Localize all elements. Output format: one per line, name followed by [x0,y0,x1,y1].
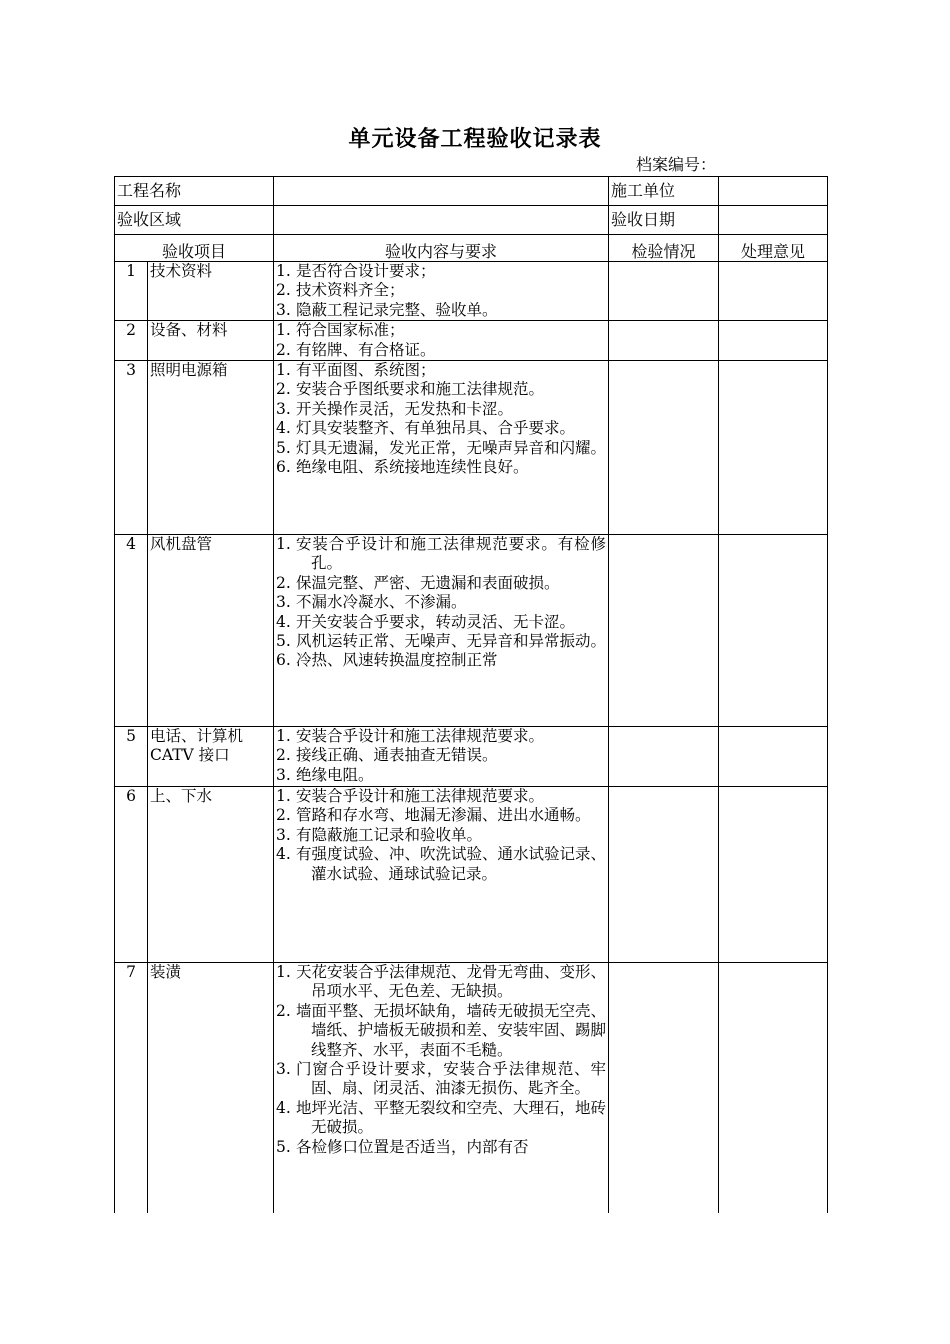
requirement-number: 5. [276,632,291,651]
requirement-number: 1. [276,321,291,340]
table-row [115,321,828,361]
requirement-item [276,341,606,360]
requirement-item [276,400,606,419]
date-label: 验收日期 [609,206,719,235]
inspection-cell[interactable] [609,727,719,787]
table-row [115,727,828,787]
requirement-number: 1. [276,963,291,982]
requirement-text: 门窗合乎设计要求，安装合乎法律规范、牢固、扇、闭灵活、油漆无损伤、匙齐全。 [296,1060,607,1098]
handling-cell[interactable] [719,787,828,963]
header-item: 验收项目 [115,235,274,262]
requirements-cell [274,727,609,787]
requirement-number: 3. [276,300,291,319]
requirement-item [276,766,606,785]
requirements-cell [274,262,609,321]
requirement-text: 绝缘电阻。 [296,765,374,784]
header-row [115,235,828,262]
requirement-item [276,301,606,320]
acceptance-table [114,176,828,1213]
table-row [115,535,828,727]
requirement-number: 5. [276,1137,291,1156]
area-field[interactable] [274,206,609,235]
item-name: 装潢 [148,963,274,1213]
requirement-number: 4. [276,1098,291,1117]
requirement-item [276,826,606,845]
requirement-number: 5. [276,438,291,457]
item-name: 照明电源箱 [148,361,274,535]
requirement-item [276,632,606,651]
requirement-text: 地坪光洁、平整无裂纹和空壳、大理石，地砖无破损。 [296,1098,607,1137]
table-row [115,787,828,963]
requirement-item [276,806,606,825]
item-name: 上、下水 [148,787,274,963]
construction-unit-field[interactable] [719,177,828,206]
requirement-item [276,321,606,340]
requirement-number: 2. [276,380,291,399]
requirement-number: 1. [276,727,291,746]
row-number: 6 [115,787,148,963]
requirement-text: 开关操作灵活，无发热和卡涩。 [296,399,514,418]
archive-number-label: 档案编号： [636,155,717,174]
requirement-number: 1. [276,787,291,806]
item-name: 技术资料 [148,262,274,321]
item-name: 电话、计算机CATV 接口 [148,727,274,787]
requirement-number: 2. [276,340,291,359]
item-name: 设备、材料 [148,321,274,361]
inspection-cell[interactable] [609,361,719,535]
requirement-text: 安装合乎设计和施工法律规范要求。 [296,787,545,806]
requirement-number: 1. [276,361,291,380]
header-content: 验收内容与要求 [274,235,609,262]
requirement-number: 3. [276,399,291,418]
construction-unit-label: 施工单位 [609,177,719,206]
requirement-item [276,1060,606,1099]
requirement-item [276,419,606,438]
requirement-text: 安装合乎设计和施工法律规范要求。有检修孔。 [296,535,607,573]
requirements-cell [274,535,609,727]
row-number: 5 [115,727,148,787]
area-label: 验收区域 [115,206,274,235]
requirements-cell [274,787,609,963]
requirement-item [276,593,606,612]
requirements-cell [274,963,609,1213]
requirement-text: 技术资料齐全； [296,281,405,300]
requirement-number: 6. [276,458,291,477]
requirement-item [276,1002,606,1060]
requirement-item [276,439,606,458]
requirement-item [276,963,606,1002]
requirement-text: 有平面图、系统图； [296,361,436,380]
requirement-number: 2. [276,806,291,825]
requirement-item [276,651,606,670]
requirement-number: 3. [276,593,291,612]
requirement-number: 1. [276,535,291,554]
requirement-item [276,746,606,765]
requirement-number: 4. [276,612,291,631]
requirement-text: 风机运转正常、无噪声、无异音和异常振动。 [296,632,607,651]
project-name-field[interactable] [274,177,609,206]
requirement-item [276,458,606,477]
requirement-text: 安装合乎图纸要求和施工法律规范。 [296,380,545,399]
inspection-cell[interactable] [609,963,719,1213]
row-number: 2 [115,321,148,361]
requirement-text: 冷热、风速转换温度控制正常 [296,651,498,670]
requirement-text: 天花安装合乎法律规范、龙骨无弯曲、变形、吊项水平、无色差、无缺损。 [296,963,607,1001]
requirement-item [276,613,606,632]
requirement-text: 开关安装合乎要求，转动灵活、无卡涩。 [296,612,576,631]
inspection-cell[interactable] [609,787,719,963]
requirement-number: 2. [276,746,291,765]
requirement-number: 3. [276,825,291,844]
requirement-text: 墙面平整、无损坏缺角，墙砖无破损无空壳、墙纸、护墙板无破损和差、安装牢固、踢脚线整齐、水平，表面不毛糙。 [296,1001,607,1059]
requirement-text: 保温完整、严密、无遗漏和表面破损。 [296,573,560,592]
requirement-text: 隐蔽工程记录完整、验收单。 [296,300,498,319]
handling-cell[interactable] [719,361,828,535]
date-field[interactable] [719,206,828,235]
handling-cell[interactable] [719,963,828,1213]
requirement-item [276,787,606,806]
row-number: 7 [115,963,148,1213]
handling-cell[interactable] [719,262,828,321]
requirement-item [276,1099,606,1138]
table-row [115,361,828,535]
requirement-text: 各检修口位置是否适当，内部有否 [296,1137,529,1156]
requirement-item [276,1138,606,1157]
requirement-number: 2. [276,1001,291,1020]
requirement-number: 2. [276,281,291,300]
requirement-item [276,574,606,593]
header-inspection: 检验情况 [609,235,719,262]
requirements-cell [274,361,609,535]
requirement-text: 接线正确、通表抽查无错误。 [296,746,498,765]
requirement-number: 4. [276,419,291,438]
requirement-item [276,727,606,746]
requirement-text: 有铭牌、有合格证。 [296,340,436,359]
table-row [115,963,828,1213]
requirement-item [276,262,606,281]
form-title: 单元设备工程验收记录表 [348,126,602,152]
project-name-label: 工程名称 [115,177,274,206]
handling-cell[interactable] [719,727,828,787]
requirement-text: 绝缘电阻、系统接地连续性良好。 [296,458,529,477]
requirement-text: 有强度试验、冲、吹洗试验、通水试验记录、灌水试验、通球试验记录。 [296,845,607,883]
row-number: 1 [115,262,148,321]
inspection-cell[interactable] [609,262,719,321]
requirement-text: 有隐蔽施工记录和验收单。 [296,825,483,844]
requirement-item [276,535,606,574]
requirement-number: 6. [276,651,291,670]
requirement-text: 灯具无遗漏，发光正常，无噪声异音和闪耀。 [296,438,607,457]
row-number: 3 [115,361,148,535]
info-row-project [115,177,828,206]
handling-cell[interactable] [719,321,828,361]
inspection-cell[interactable] [609,321,719,361]
table-row [115,262,828,321]
requirement-number: 3. [276,1060,291,1079]
requirement-item [276,281,606,300]
requirement-item [276,380,606,399]
requirement-number: 1. [276,262,291,280]
requirement-text: 不漏水冷凝水、不渗漏。 [296,593,467,612]
info-row-area [115,206,828,235]
requirement-number: 3. [276,765,291,784]
requirement-item [276,361,606,380]
requirement-number: 4. [276,845,291,864]
handling-cell[interactable] [719,535,828,727]
requirements-cell [274,321,609,361]
requirement-text: 符合国家标准； [296,321,405,340]
item-name: 风机盘管 [148,535,274,727]
inspection-cell[interactable] [609,535,719,727]
requirement-text: 安装合乎设计和施工法律规范要求。 [296,727,545,746]
requirement-text: 是否符合设计要求； [296,262,436,280]
requirement-text: 管路和存水弯、地漏无渗漏、进出水通畅。 [296,806,591,825]
requirement-text: 灯具安装整齐、有单独吊具、合乎要求。 [296,419,576,438]
requirement-number: 2. [276,573,291,592]
requirement-item [276,845,606,884]
header-handling: 处理意见 [719,235,828,262]
row-number: 4 [115,535,148,727]
